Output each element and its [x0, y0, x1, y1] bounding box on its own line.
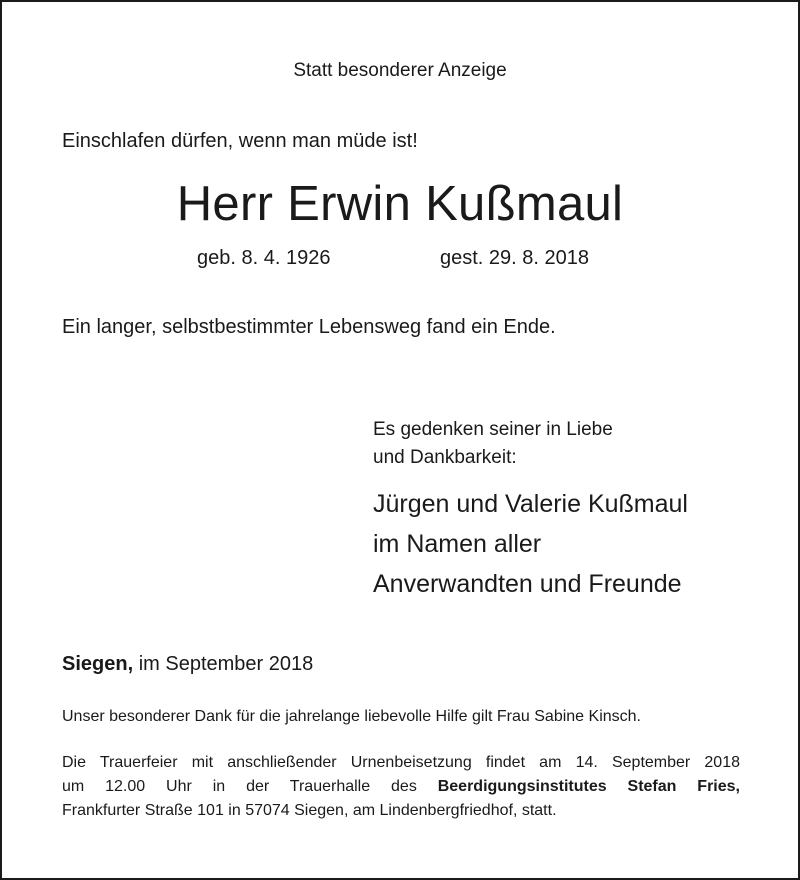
funeral-home: Beerdigungsinstitutes Stefan Fries, [437, 778, 740, 795]
mourners-line: Anverwandten und Freunde [373, 570, 682, 598]
mourning-line: Es gedenken seiner in Liebe [373, 419, 613, 440]
place-city: Siegen, [62, 653, 134, 675]
service-line: Frankfurter Straße 101 in 57074 Siegen, am Lindenbergfriedhof, statt. [62, 802, 557, 819]
mourners-line: Jürgen und Valerie Kußmaul [373, 490, 688, 518]
place-date [62, 653, 313, 676]
funeral-service-info [62, 751, 740, 823]
service-line: Die Trauerfeier mit anschließender Urnenbeisetzung findet am 14. September 2018 [62, 754, 740, 771]
place-date-text: im September 2018 [133, 653, 314, 675]
service-line-text: um 12.00 Uhr in der Trauerhalle des [62, 778, 438, 795]
death-date: gest. 29. 8. 2018 [440, 247, 590, 269]
thanks-note: Unser besonderer Dank für die jahrelange liebevolle Hilfe gilt Frau Sabine Kinsch. [62, 708, 641, 725]
life-statement: Ein langer, selbstbestimmter Lebensweg fand ein Ende. [62, 316, 556, 338]
mourning-line: und Dankbarkeit: [373, 447, 517, 468]
motto: Einschlafen dürfen, wenn man müde ist! [62, 130, 418, 152]
notice-header: Statt besonderer Anzeige [293, 60, 507, 81]
birth-date: geb. 8. 4. 1926 [197, 247, 331, 269]
mourners-line: im Namen aller [373, 530, 542, 558]
mourning-text [373, 416, 613, 472]
mourners [373, 484, 688, 604]
service-line [62, 775, 740, 799]
deceased-name: Herr Erwin Kußmaul [176, 177, 624, 231]
